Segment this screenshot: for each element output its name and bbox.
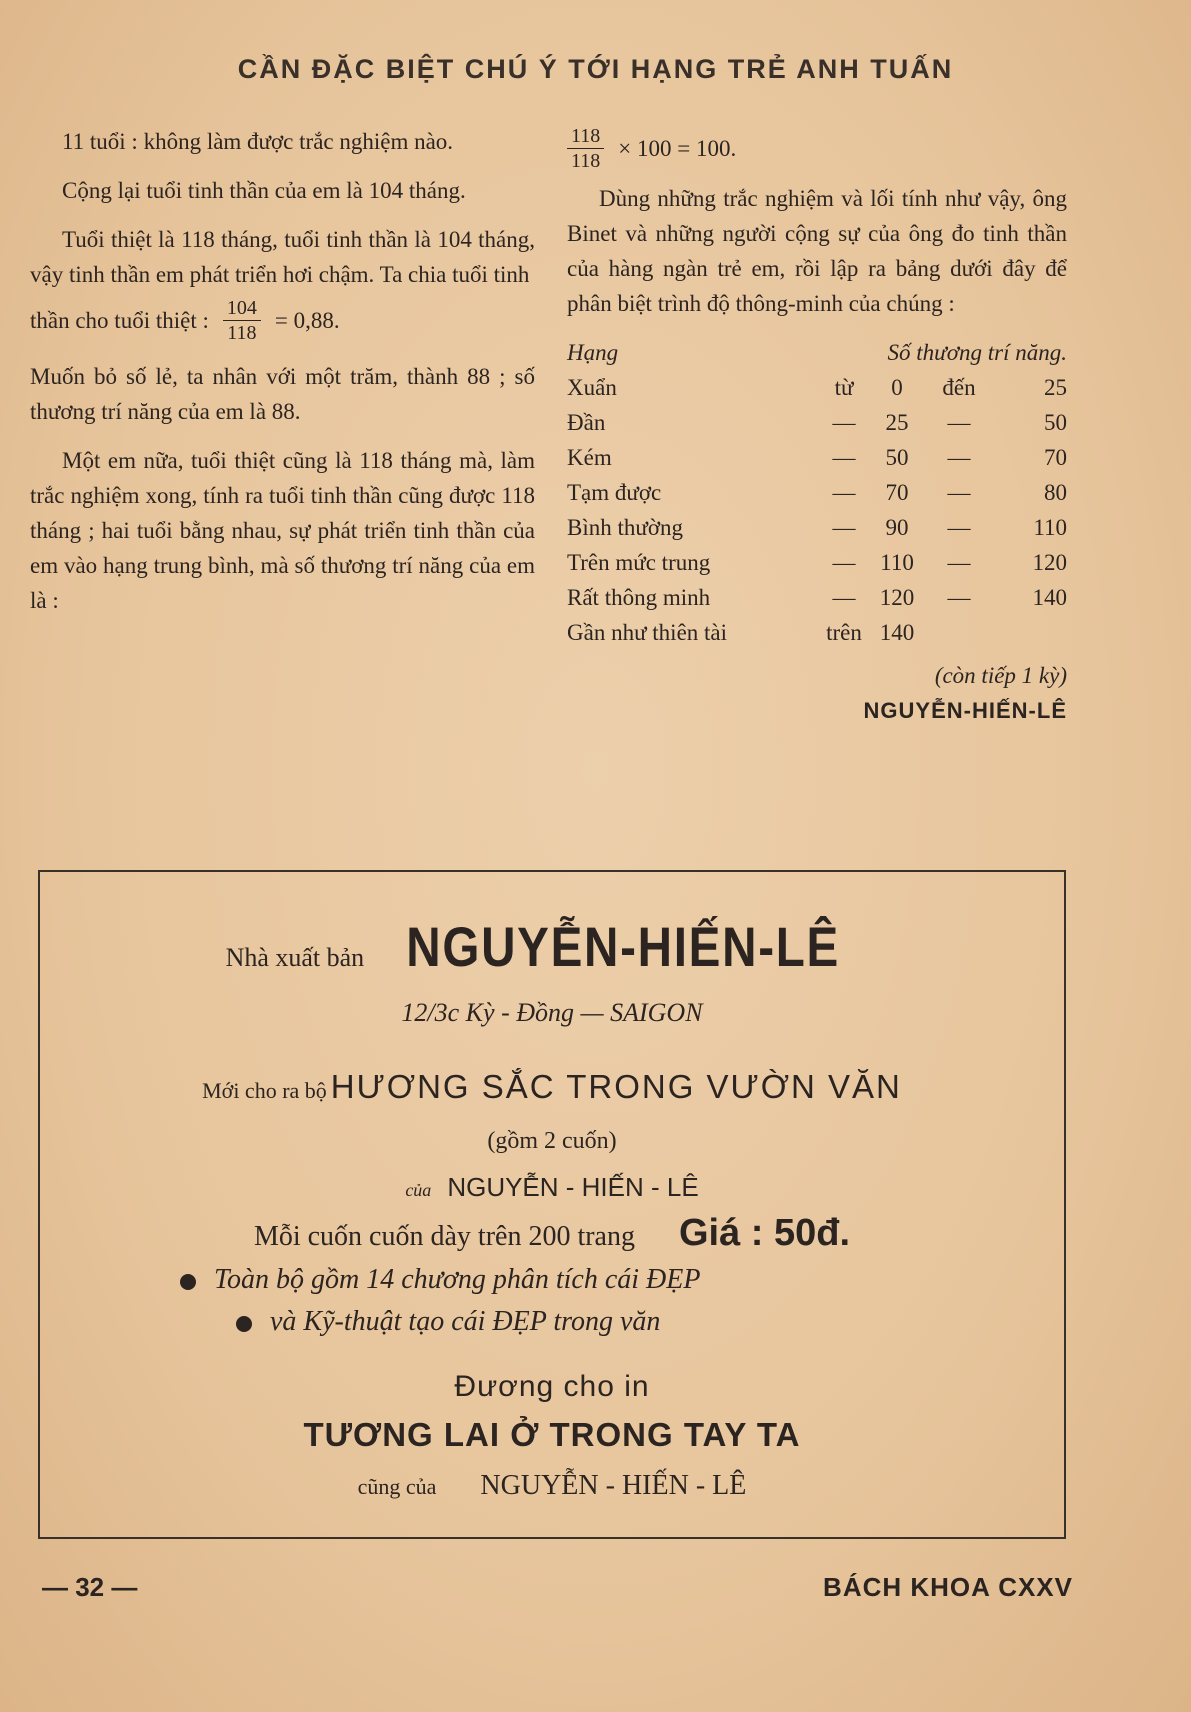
- table-row: [567, 440, 1067, 475]
- row-category: Kém: [567, 445, 612, 470]
- continued-note: (còn tiếp 1 kỳ): [934, 663, 1067, 688]
- row-range-end: 70: [1044, 445, 1067, 470]
- fraction: [223, 296, 261, 345]
- by-word: của: [405, 1180, 432, 1200]
- row-category: Tạm được: [567, 480, 662, 505]
- table-row: [567, 580, 1067, 615]
- row-category: Trên mức trung: [567, 550, 711, 575]
- equation-result: = 0,88.: [274, 308, 340, 333]
- running-head: CẦN ĐẶC BIỆT CHÚ Ý TỚI HẠNG TRẺ ANH TUẤN: [237, 54, 954, 84]
- publisher-prefix: Nhà xuất bản: [225, 943, 365, 972]
- row-range-end: 50: [1044, 410, 1067, 435]
- row-category: Bình thường: [567, 515, 683, 540]
- series-title: HƯƠNG SẮC TRONG VƯỜN VĂN: [330, 1068, 902, 1105]
- row-range-start: 70: [885, 480, 909, 505]
- row-range-start: 120: [879, 585, 915, 610]
- row-category: Đần: [567, 410, 606, 435]
- page-number: — 32 —: [42, 1572, 138, 1602]
- table-header: [567, 335, 1067, 370]
- fraction-numerator: 118: [567, 124, 604, 149]
- series-line: [40, 1068, 1064, 1106]
- series-author: NGUYỄN - HIẾN - LÊ: [447, 1172, 699, 1202]
- upcoming-author-line: [40, 1470, 1064, 1502]
- series-prefix: Mới cho ra bộ: [202, 1078, 327, 1103]
- page-count-text: Mỗi cuốn cuốn dày trên 200 trang: [253, 1221, 635, 1252]
- fraction: [567, 124, 604, 173]
- price-line: [40, 1212, 1064, 1255]
- row-range-sep: —: [947, 410, 971, 435]
- row-range-sep: —: [947, 480, 971, 505]
- fraction-denominator: 118: [571, 150, 601, 172]
- right-column: [567, 124, 1067, 728]
- paragraph: Tuổi thiệt là 118 tháng, tuổi tinh thần là 104 tháng, vậy tinh thần em phát triển hơi chậm. Ta chia tuổi tinh: [30, 227, 535, 287]
- table-row: [567, 510, 1067, 545]
- paragraph: Một em nữa, tuổi thiệt cũng là 118 tháng mà, làm trắc nghiệm xong, tính ra tuổi tinh thần cũng được 118 tháng ; hai tuổi bằng nhau, sự phát triển tinh thần của em vào hạng trung bình, mà số thương trí năng của em là :: [30, 448, 535, 613]
- row-range-start: 110: [880, 550, 914, 575]
- row-range-end: 120: [1032, 550, 1067, 575]
- row-range-sep: —: [947, 445, 971, 470]
- row-range-prefix: —: [832, 410, 856, 435]
- table-row: [567, 475, 1067, 510]
- bullet-item: [236, 1306, 1036, 1338]
- row-range-start: 140: [879, 620, 915, 645]
- row-range-sep: đến: [942, 375, 976, 400]
- row-range-end: [995, 615, 1067, 650]
- row-category: Rất thông minh: [567, 585, 711, 610]
- table-row: [567, 405, 1067, 440]
- table-header-category: Hạng: [567, 340, 619, 365]
- row-range-end: 140: [1032, 585, 1067, 610]
- row-range-prefix: —: [832, 445, 856, 470]
- row-range-prefix: —: [832, 480, 856, 505]
- row-range-prefix: —: [832, 550, 856, 575]
- table-row: [567, 545, 1067, 580]
- row-category: Xuẩn: [567, 375, 617, 400]
- paragraph: 11 tuổi : không làm được trắc nghiệm nào.: [62, 129, 454, 154]
- row-range-end: 25: [1044, 375, 1067, 400]
- table-row: [567, 370, 1067, 405]
- fraction-denominator: 118: [227, 322, 257, 344]
- multiplication-equation: [567, 124, 1067, 173]
- bullet-item: [180, 1264, 1040, 1296]
- row-range-start: 0: [891, 375, 903, 400]
- row-range-end: 110: [1033, 515, 1067, 540]
- table-row: [567, 615, 1067, 650]
- fraction-numerator: 104: [223, 296, 261, 321]
- publisher-line: [40, 914, 1064, 979]
- row-range-prefix: —: [832, 585, 856, 610]
- bullet-icon: [180, 1274, 196, 1290]
- row-range-sep: —: [947, 515, 971, 540]
- paragraph: Cộng lại tuổi tinh thần của em là 104 tháng.: [62, 178, 466, 203]
- row-category: Gần như thiên tài: [567, 620, 728, 645]
- row-range-prefix: —: [832, 515, 856, 540]
- row-range-sep: —: [947, 585, 971, 610]
- equation-lead-text: thần cho tuổi thiệt :: [30, 308, 209, 333]
- equation-rest: × 100 = 100.: [618, 136, 737, 161]
- row-range-start: 50: [885, 445, 909, 470]
- row-range-prefix: trên: [826, 620, 862, 645]
- row-range-end: 80: [1044, 480, 1067, 505]
- bullet-icon: [236, 1316, 252, 1332]
- advertisement-box: [38, 870, 1066, 1539]
- bullet-text: Toàn bộ gồm 14 chương phân tích cái ĐẸP: [214, 1264, 701, 1295]
- printing-note: Đương cho in: [454, 1370, 650, 1403]
- bullet-text: và Kỹ-thuật tạo cái ĐẸP trong văn: [270, 1306, 661, 1337]
- row-range-start: 25: [885, 410, 909, 435]
- magazine-issue: BÁCH KHOA CXXV: [823, 1572, 1073, 1602]
- row-range-sep: —: [947, 550, 971, 575]
- division-equation: [30, 296, 535, 345]
- publisher-address: 12/3c Kỳ - Đồng — SAIGON: [401, 998, 703, 1027]
- volume-count: (gồm 2 cuốn): [487, 1128, 617, 1154]
- also-by-word: cũng của: [357, 1474, 437, 1499]
- paragraph: Muốn bỏ số lẻ, ta nhân với một trăm, thành 88 ; số thương trí năng của em là 88.: [30, 364, 535, 424]
- upcoming-author: NGUYỄN - HIẾN - LÊ: [480, 1470, 747, 1501]
- paragraph: Dùng những trắc nghiệm và lối tính như vậy, ông Binet và những người cộng sự của ông đo tinh thần của hàng ngàn trẻ em, rồi lập ra bảng dưới đây để phân biệt trình độ thông-minh của chúng :: [567, 186, 1067, 316]
- row-range-sep: [923, 615, 995, 650]
- row-range-start: 90: [885, 515, 909, 540]
- series-author-line: [40, 1172, 1064, 1203]
- publisher-name: NGUYỄN-HIẾN-LÊ: [406, 915, 841, 978]
- upcoming-book-title: TƯƠNG LAI Ở TRONG TAY TA: [303, 1416, 801, 1453]
- table-header-score: Số thương trí năng.: [887, 340, 1067, 365]
- article-author: NGUYỄN-HIẾN-LÊ: [863, 698, 1067, 723]
- price: Giá : 50đ.: [678, 1212, 851, 1254]
- row-range-prefix: từ: [834, 375, 854, 400]
- iq-table: [567, 335, 1067, 650]
- left-column: [30, 124, 535, 632]
- table-body: [567, 370, 1067, 650]
